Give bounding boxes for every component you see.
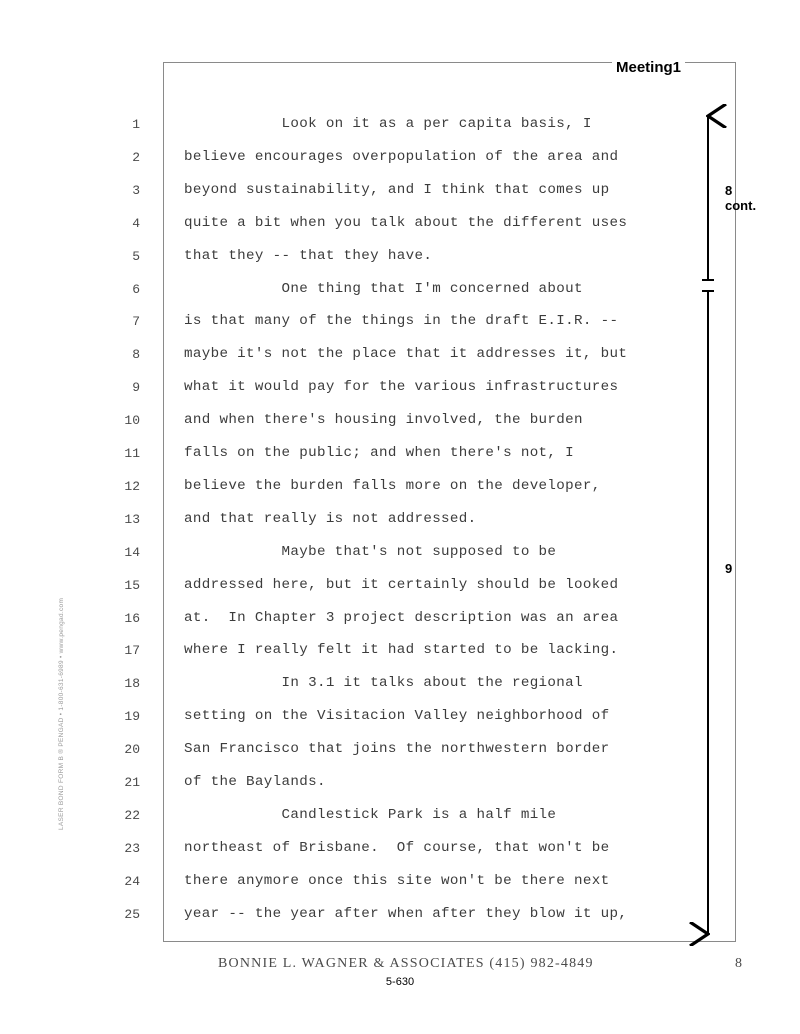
line-number: 22 [124,808,140,823]
transcript-line: beyond sustainability, and I think that comes up [184,182,610,198]
line-number: 25 [124,907,140,922]
page-number: 8 [735,956,742,971]
transcript-line: believe encourages overpopulation of the area and [184,149,619,165]
meeting-tag: Meeting1 [612,58,685,78]
line-number: 4 [132,216,140,231]
transcript-line: what it would pay for the various infrastructures [184,379,619,395]
transcript-line: year -- the year after when after they blow it up, [184,906,628,922]
line-number: 8 [132,347,140,362]
line-number: 7 [132,314,140,329]
line-number: 14 [124,545,140,560]
transcript-line: northeast of Brisbane. Of course, that won't be [184,840,610,856]
transcript-line: believe the burden falls more on the developer, [184,478,601,494]
comment-8-label: 8 cont. [725,183,757,213]
line-number: 1 [132,117,140,132]
line-number: 12 [124,479,140,494]
transcript-line: Candlestick Park is a half mile [184,807,557,823]
line-number: 13 [124,512,140,527]
transcript-line: of the Baylands. [184,774,326,790]
transcript-line: and that really is not addressed. [184,511,477,527]
line-number: 15 [124,578,140,593]
line-number: 24 [124,874,140,889]
transcript-line: In 3.1 it talks about the regional [184,675,583,691]
transcript-line: Look on it as a per capita basis, I [184,116,592,132]
comment-9-label: 9 [725,561,733,576]
line-number: 20 [124,742,140,757]
line-number: 3 [132,183,140,198]
document-id: 5-630 [385,976,415,988]
line-number: 11 [124,446,140,461]
line-number: 5 [132,249,140,264]
reporter-firm: BONNIE L. WAGNER & ASSOCIATES (415) 982-4849 [218,956,594,971]
transcript-line: San Francisco that joins the northwestern border [184,741,610,757]
line-number: 16 [124,611,140,626]
line-number: 21 [124,775,140,790]
transcript-line: addressed here, but it certainly should be looked [184,577,619,593]
form-margin-print: LASER BOND FORM B ® PENGAD • 1-800-631-6989 • www.pengad.com [58,597,65,830]
line-number: 18 [124,676,140,691]
transcript-line: falls on the public; and when there's not, I [184,445,575,461]
line-number: 17 [124,643,140,658]
line-number: 6 [132,282,140,297]
transcript-line: setting on the Visitacion Valley neighborhood of [184,708,610,724]
line-number: 9 [132,380,140,395]
transcript-line: where I really felt it had started to be lacking. [184,642,619,658]
line-number: 23 [124,841,140,856]
transcript-line: quite a bit when you talk about the different uses [184,215,628,231]
transcript-line: there anymore once this site won't be there next [184,873,610,889]
transcript-line: and when there's housing involved, the burden [184,412,583,428]
line-number: 10 [124,413,140,428]
transcript-line: Maybe that's not supposed to be [184,544,557,560]
transcript-line: at. In Chapter 3 project description was an area [184,610,619,626]
line-number: 19 [124,709,140,724]
line-number: 2 [132,150,140,165]
transcript-line: that they -- that they have. [184,248,433,264]
transcript-line: One thing that I'm concerned about [184,281,583,297]
transcript-line: is that many of the things in the draft E.I.R. -- [184,313,619,329]
transcript-line: maybe it's not the place that it addresses it, but [184,346,628,362]
